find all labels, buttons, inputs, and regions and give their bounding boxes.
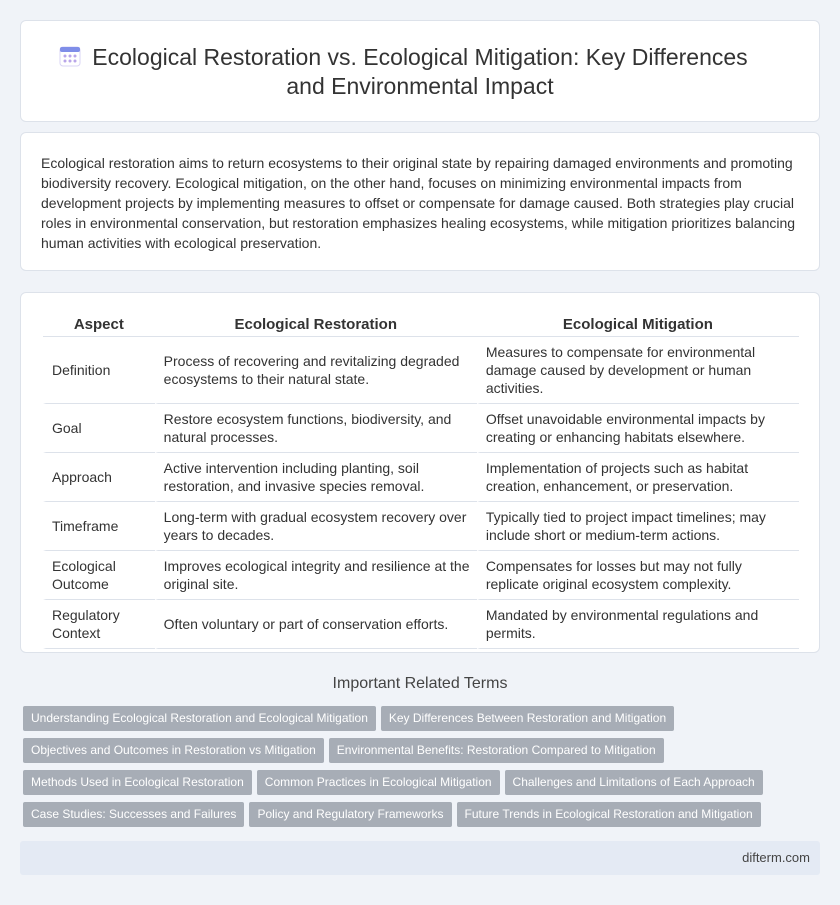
related-term-link[interactable]: Key Differences Between Restoration and Mitigation — [381, 706, 674, 731]
mitigation-cell: Implementation of projects such as habitat creation, enhancement, or preservation. — [477, 453, 799, 502]
comparison-table-card — [20, 292, 820, 653]
aspect-cell: Approach — [43, 453, 155, 502]
related-term-link[interactable]: Future Trends in Ecological Restoration and Mitigation — [457, 802, 761, 827]
table-row — [43, 502, 799, 551]
aspect-cell: Ecological Outcome — [43, 551, 155, 600]
table-row — [43, 337, 799, 404]
related-terms-list — [23, 706, 823, 834]
intro-card — [20, 132, 820, 271]
mitigation-cell: Offset unavoidable environmental impacts by creating or enhancing habitats elsewhere. — [477, 404, 799, 453]
tag-row — [23, 706, 823, 738]
related-term-link[interactable]: Common Practices in Ecological Mitigation — [257, 770, 500, 795]
related-term-link[interactable]: Challenges and Limitations of Each Approach — [505, 770, 763, 795]
footer-site-link[interactable]: difterm.com — [742, 850, 810, 865]
restoration-cell: Process of recovering and revitalizing degraded ecosystems to their natural state. — [155, 337, 477, 404]
related-term-link[interactable]: Methods Used in Ecological Restoration — [23, 770, 252, 795]
mitigation-cell: Compensates for losses but may not fully replicate original ecosystem complexity. — [477, 551, 799, 600]
related-term-link[interactable]: Case Studies: Successes and Failures — [23, 802, 244, 827]
table-row — [43, 453, 799, 502]
table-header-row — [43, 313, 799, 337]
mitigation-cell: Typically tied to project impact timelines; may include short or medium-term actions. — [477, 502, 799, 551]
table-row — [43, 551, 799, 600]
related-term-link[interactable]: Objectives and Outcomes in Restoration vs Mitigation — [23, 738, 324, 763]
table-row — [43, 404, 799, 453]
restoration-cell: Active intervention including planting, soil restoration, and invasive species removal. — [155, 453, 477, 502]
tag-row — [23, 802, 823, 834]
aspect-cell: Regulatory Context — [43, 600, 155, 649]
related-term-link[interactable]: Understanding Ecological Restoration and Ecological Mitigation — [23, 706, 376, 731]
column-header-mitigation: Ecological Mitigation — [477, 313, 799, 337]
column-header-aspect: Aspect — [43, 313, 155, 337]
mitigation-cell: Measures to compensate for environmental damage caused by development or human activities. — [477, 337, 799, 404]
column-header-restoration: Ecological Restoration — [155, 313, 477, 337]
aspect-cell: Goal — [43, 404, 155, 453]
restoration-cell: Long-term with gradual ecosystem recovery over years to decades. — [155, 502, 477, 551]
page-title: Ecological Restoration vs. Ecological Mitigation: Key Differences and Environmental Impact — [92, 44, 748, 99]
tag-row — [23, 770, 823, 802]
aspect-cell: Definition — [43, 337, 155, 404]
restoration-cell: Often voluntary or part of conservation efforts. — [155, 600, 477, 649]
comparison-table — [43, 313, 799, 649]
footer — [20, 841, 820, 875]
tag-row — [23, 738, 823, 770]
restoration-cell: Restore ecosystem functions, biodiversity, and natural processes. — [155, 404, 477, 453]
header-card — [20, 20, 820, 122]
restoration-cell: Improves ecological integrity and resilience at the original site. — [155, 551, 477, 600]
aspect-cell: Timeframe — [43, 502, 155, 551]
intro-paragraph: Ecological restoration aims to return ecosystems to their original state by repairing damaged environments and promoting biodiversity recovery. Ecological mitigation, on the other hand, focuses on minimizing environmental impacts from development projects by implementing measures to offset or compensate for damage caused. Both strategies play crucial roles in environmental conservation, but restoration emphasizes healing ecosystems, while mitigation prioritizes balancing human activities with ecological preservation. — [41, 155, 796, 251]
related-terms-heading: Important Related Terms — [332, 675, 508, 692]
table-row — [43, 600, 799, 649]
mitigation-cell: Mandated by environmental regulations and permits. — [477, 600, 799, 649]
related-term-link[interactable]: Environmental Benefits: Restoration Compared to Mitigation — [329, 738, 664, 763]
related-term-link[interactable]: Policy and Regulatory Frameworks — [249, 802, 451, 827]
